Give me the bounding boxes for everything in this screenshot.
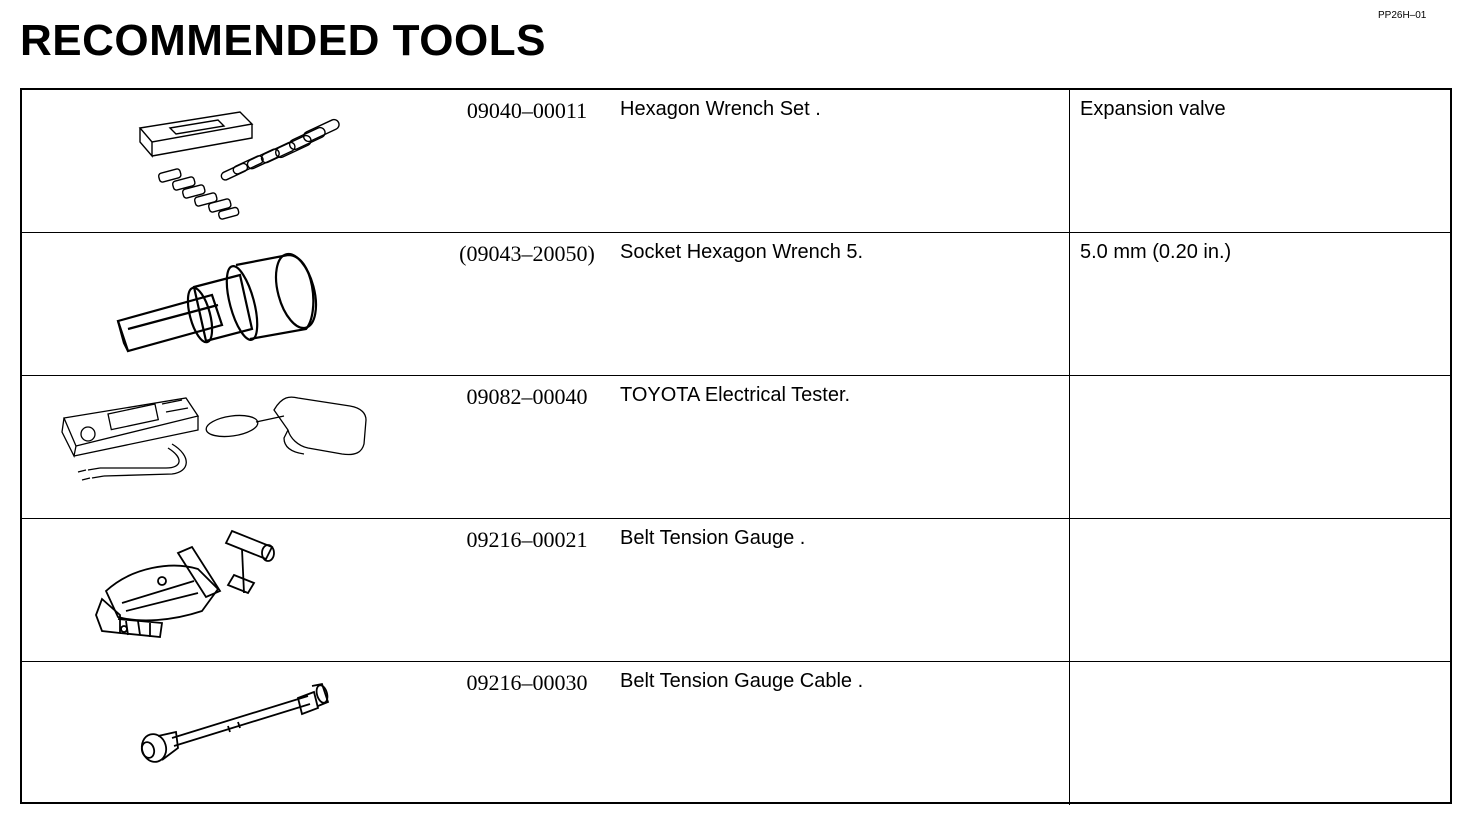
table-row (22, 90, 1450, 233)
table-row (22, 233, 1450, 376)
belt-tension-gauge-cable-icon (22, 662, 442, 802)
part-number: 09216–00021 (466, 527, 588, 552)
tool-name: Socket Hexagon Wrench 5. (620, 241, 864, 263)
column-divider (1069, 233, 1070, 376)
page-title: RECOMMENDED TOOLS (20, 16, 546, 65)
tool-name: Belt Tension Gauge . (620, 527, 806, 549)
tool-name: Hexagon Wrench Set . (620, 98, 821, 120)
tool-note: 5.0 mm (0.20 in.) (1080, 241, 1232, 263)
tool-name: Belt Tension Gauge Cable . (620, 670, 864, 692)
table-row (22, 376, 1450, 519)
column-divider (1069, 90, 1070, 233)
column-divider (1069, 519, 1070, 662)
belt-tension-gauge-icon (22, 519, 442, 659)
column-divider (1069, 662, 1070, 805)
tool-note: Expansion valve (1080, 98, 1226, 120)
part-number: 09082–00040 (466, 384, 588, 409)
part-number: 09040–00011 (466, 98, 588, 123)
tools-table (20, 88, 1452, 804)
hexagon-wrench-set-icon (22, 90, 442, 230)
part-number: 09216–00030 (466, 670, 588, 695)
document-code: PP26H–01 (1378, 10, 1427, 21)
table-row (22, 662, 1450, 805)
column-divider (1069, 376, 1070, 519)
part-number: (09043–20050) (459, 241, 595, 266)
socket-hexagon-wrench-icon (22, 233, 442, 373)
electrical-tester-icon (22, 376, 442, 516)
tool-name: TOYOTA Electrical Tester. (620, 384, 851, 406)
table-row (22, 519, 1450, 662)
